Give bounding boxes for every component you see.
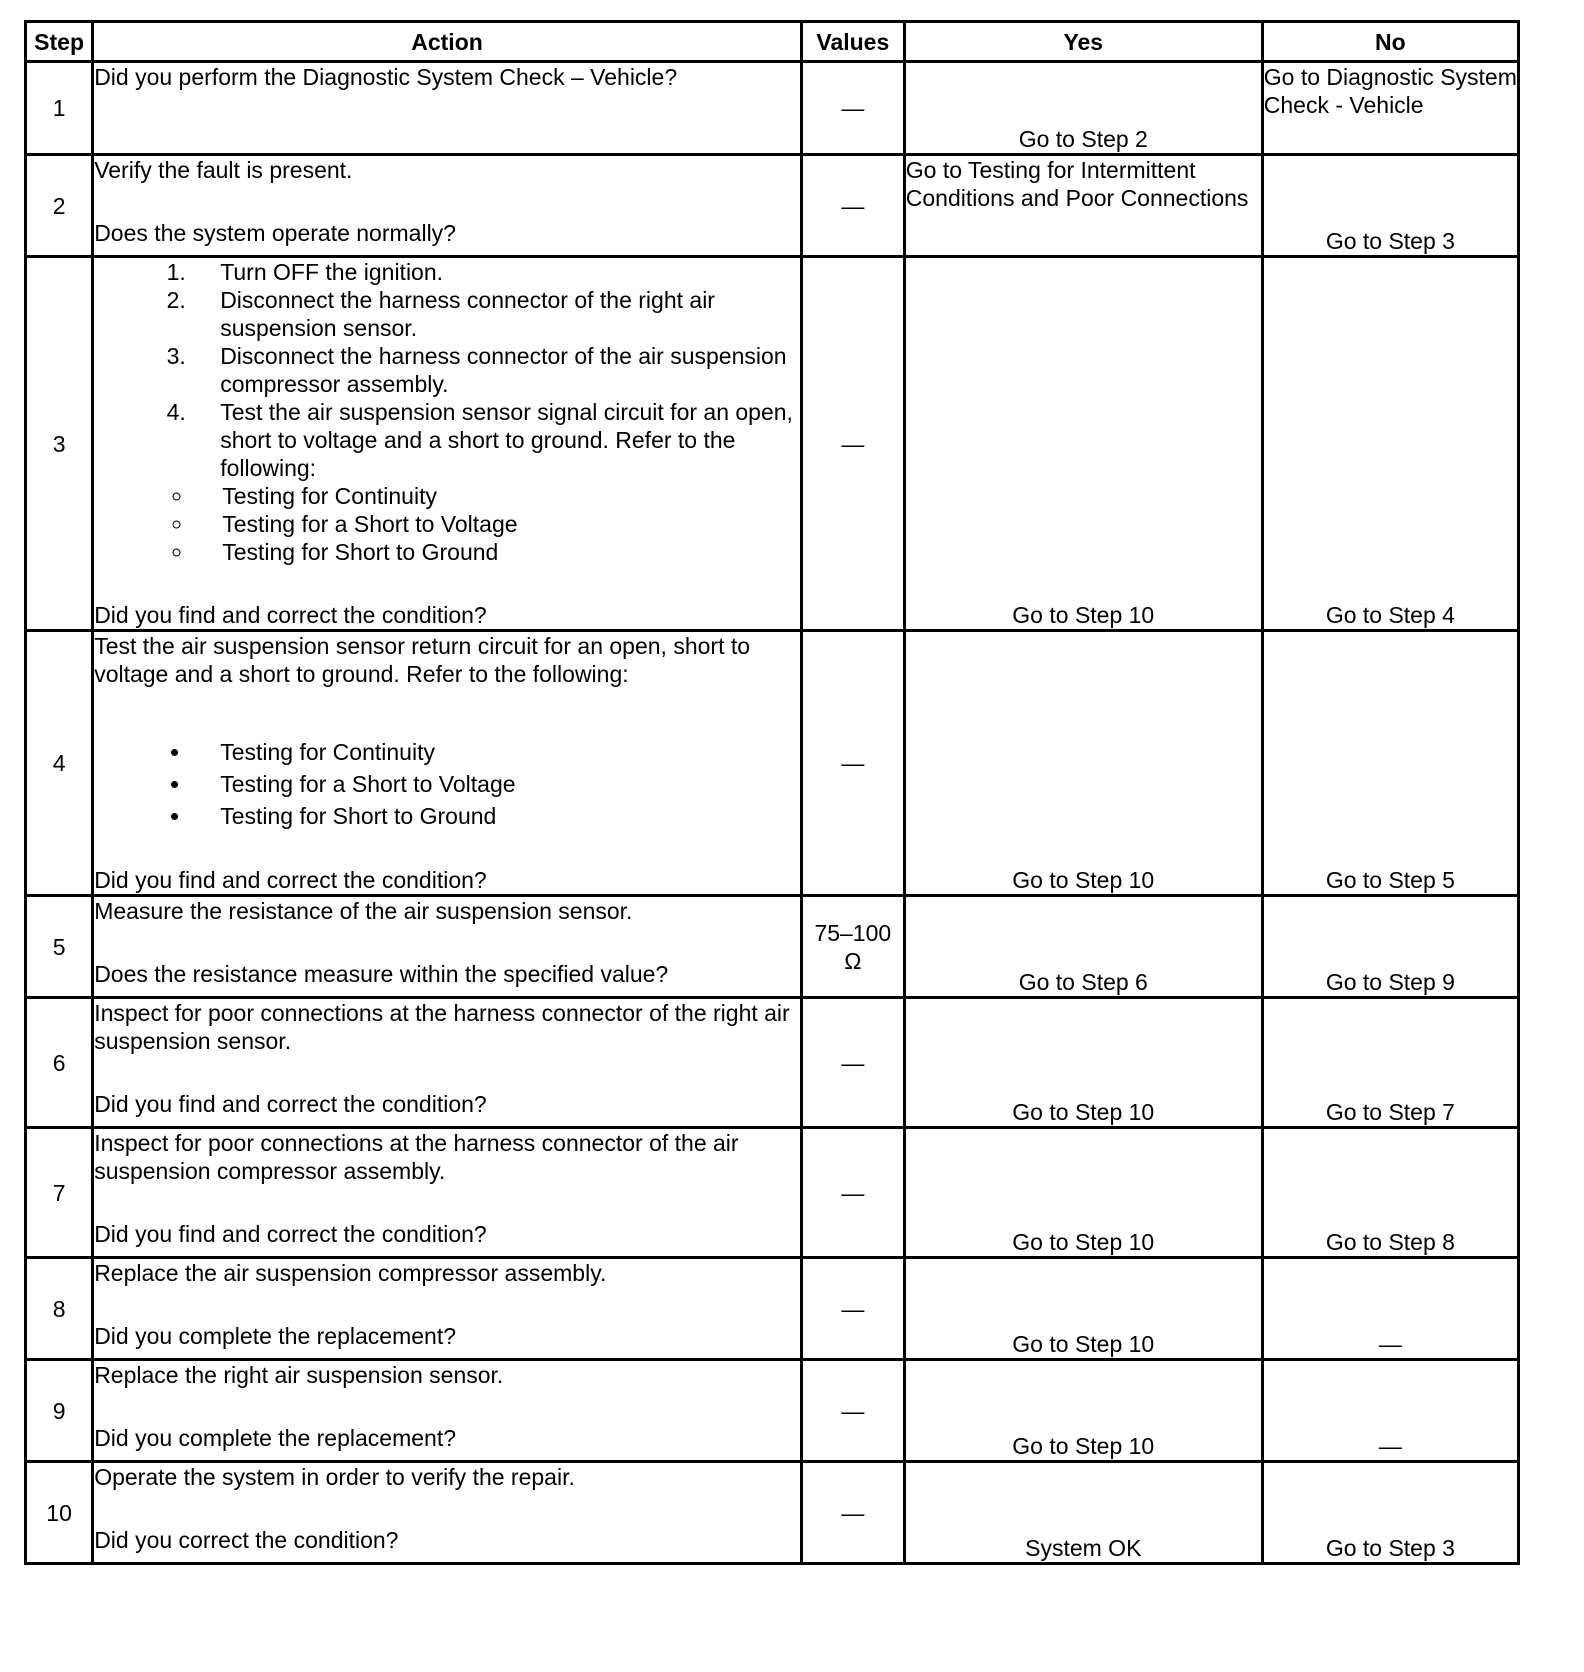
action-question: Did you complete the replacement? bbox=[94, 1425, 456, 1451]
action-question: Did you complete the replacement? bbox=[94, 1323, 456, 1349]
action-question: Does the resistance measure within the specified value? bbox=[94, 961, 669, 987]
action-cell bbox=[93, 998, 802, 1128]
header-no: No bbox=[1262, 22, 1518, 62]
yes-cell: System OK bbox=[904, 1462, 1262, 1564]
value-cell: — bbox=[801, 998, 904, 1128]
table-row bbox=[26, 155, 1519, 257]
action-cell bbox=[93, 1128, 802, 1258]
step-number: 6 bbox=[26, 998, 93, 1128]
list-item: ◦ Testing for a Short to Voltage bbox=[194, 510, 800, 538]
list-item: • Testing for Continuity bbox=[192, 736, 800, 768]
value-cell: — bbox=[801, 257, 904, 631]
step-number: 3 bbox=[26, 257, 93, 631]
action-cell bbox=[93, 631, 802, 896]
no-cell: Go to Step 9 bbox=[1262, 896, 1518, 998]
yes-cell: Go to Step 10 bbox=[904, 1360, 1262, 1462]
value-cell: — bbox=[801, 631, 904, 896]
step-number: 7 bbox=[26, 1128, 93, 1258]
action-text: Verify the fault is present. bbox=[94, 157, 353, 183]
sub-list bbox=[94, 482, 800, 566]
table-row bbox=[26, 631, 1519, 896]
action-question: Did you correct the condition? bbox=[94, 1527, 399, 1553]
no-cell: — bbox=[1262, 1360, 1518, 1462]
value-cell: — bbox=[801, 62, 904, 155]
no-cell: Go to Step 3 bbox=[1262, 1462, 1518, 1564]
yes-cell: Go to Step 10 bbox=[904, 998, 1262, 1128]
action-text: Did you perform the Diagnostic System Check – Vehicle? bbox=[94, 64, 678, 90]
table-row bbox=[26, 257, 1519, 631]
action-question: Did you find and correct the condition? bbox=[94, 867, 487, 893]
no-cell: Go to Step 5 bbox=[1262, 631, 1518, 896]
list-item: • Testing for a Short to Voltage bbox=[192, 768, 800, 800]
action-question: Did you find and correct the condition? bbox=[94, 1221, 487, 1247]
step-number: 5 bbox=[26, 896, 93, 998]
action-cell bbox=[93, 1258, 802, 1360]
yes-cell: Go to Step 2 bbox=[904, 62, 1262, 155]
yes-cell: Go to Testing for Intermittent Conditions and Poor Connections bbox=[904, 155, 1262, 257]
value-cell: — bbox=[801, 1258, 904, 1360]
header-values: Values bbox=[801, 22, 904, 62]
list-item: 2. Disconnect the harness connector of the right air suspension sensor. bbox=[192, 286, 800, 342]
diagnostic-table bbox=[24, 20, 1520, 1565]
action-cell bbox=[93, 155, 802, 257]
table-row bbox=[26, 1462, 1519, 1564]
no-cell: Go to Step 7 bbox=[1262, 998, 1518, 1128]
list-item: ◦ Testing for Short to Ground bbox=[194, 538, 800, 566]
list-item: 4. Test the air suspension sensor signal circuit for an open, short to voltage and a short to ground. Refer to the following: bbox=[192, 398, 800, 482]
action-text: Test the air suspension sensor return circuit for an open, short to voltage and a short to ground. Refer to the following: bbox=[94, 633, 751, 687]
header-row bbox=[26, 22, 1519, 62]
table-row bbox=[26, 62, 1519, 155]
bullet-list bbox=[94, 736, 800, 832]
table-row bbox=[26, 896, 1519, 998]
list-item: 1. Turn OFF the ignition. bbox=[192, 258, 800, 286]
step-number: 8 bbox=[26, 1258, 93, 1360]
action-text: Operate the system in order to verify the repair. bbox=[94, 1464, 575, 1490]
step-number: 10 bbox=[26, 1462, 93, 1564]
action-cell bbox=[93, 1360, 802, 1462]
action-cell bbox=[93, 1462, 802, 1564]
yes-cell: Go to Step 10 bbox=[904, 1258, 1262, 1360]
no-cell: Go to Step 8 bbox=[1262, 1128, 1518, 1258]
table-row bbox=[26, 998, 1519, 1128]
list-item: 3. Disconnect the harness connector of the air suspension compressor assembly. bbox=[192, 342, 800, 398]
action-question: Did you find and correct the condition? bbox=[94, 1091, 487, 1117]
action-text: Replace the right air suspension sensor. bbox=[94, 1362, 504, 1388]
list-item: ◦ Testing for Continuity bbox=[194, 482, 800, 510]
table-row bbox=[26, 1360, 1519, 1462]
no-cell: Go to Step 4 bbox=[1262, 257, 1518, 631]
value-cell: — bbox=[801, 1128, 904, 1258]
action-text: Measure the resistance of the air suspension sensor. bbox=[94, 898, 633, 924]
step-number: 2 bbox=[26, 155, 93, 257]
value-cell: 75–100 Ω bbox=[801, 896, 904, 998]
no-cell: Go to Diagnostic System Check - Vehicle bbox=[1262, 62, 1518, 155]
no-cell: Go to Step 3 bbox=[1262, 155, 1518, 257]
action-cell bbox=[93, 62, 802, 155]
action-cell bbox=[93, 896, 802, 998]
action-text: Inspect for poor connections at the harness connector of the air suspension compressor assembly. bbox=[94, 1130, 739, 1184]
yes-cell: Go to Step 10 bbox=[904, 631, 1262, 896]
numbered-list bbox=[94, 258, 800, 482]
step-number: 4 bbox=[26, 631, 93, 896]
action-question: Does the system operate normally? bbox=[94, 220, 456, 246]
header-yes: Yes bbox=[904, 22, 1262, 62]
step-number: 9 bbox=[26, 1360, 93, 1462]
value-cell: — bbox=[801, 155, 904, 257]
action-question: Did you find and correct the condition? bbox=[94, 602, 487, 628]
table-row bbox=[26, 1258, 1519, 1360]
header-step: Step bbox=[26, 22, 93, 62]
header-action: Action bbox=[93, 22, 802, 62]
yes-cell: Go to Step 6 bbox=[904, 896, 1262, 998]
value-cell: — bbox=[801, 1462, 904, 1564]
step-number: 1 bbox=[26, 62, 93, 155]
action-text: Inspect for poor connections at the harness connector of the right air suspension sensor. bbox=[94, 1000, 790, 1054]
action-text: Replace the air suspension compressor assembly. bbox=[94, 1260, 607, 1286]
yes-cell: Go to Step 10 bbox=[904, 257, 1262, 631]
table-row bbox=[26, 1128, 1519, 1258]
value-cell: — bbox=[801, 1360, 904, 1462]
no-cell: — bbox=[1262, 1258, 1518, 1360]
yes-cell: Go to Step 10 bbox=[904, 1128, 1262, 1258]
list-item: • Testing for Short to Ground bbox=[192, 800, 800, 832]
action-cell bbox=[93, 257, 802, 631]
